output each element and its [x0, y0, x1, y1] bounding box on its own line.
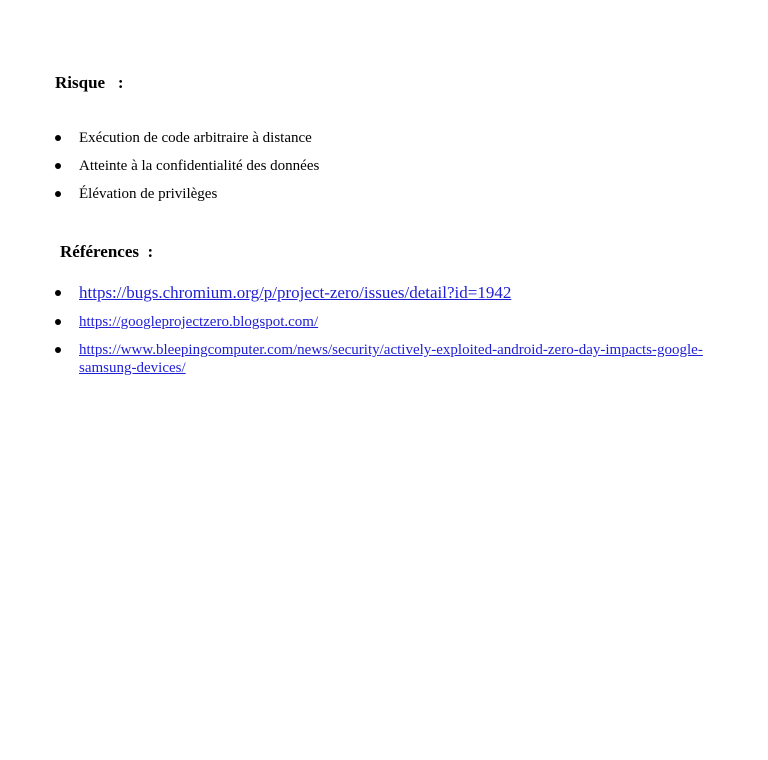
list-item — [0, 129, 319, 147]
references-list — [0, 283, 740, 377]
list-item — [0, 341, 719, 377]
bullet-icon — [55, 135, 61, 141]
risque-list — [0, 129, 319, 213]
list-item — [0, 313, 740, 331]
bullet-icon — [55, 347, 61, 353]
reference-link-bleepingcomputer[interactable]: https://www.bleepingcomputer.com/news/security/actively-exploited-android-zero-day-impacts-google-samsung-devices/ — [79, 342, 703, 376]
list-item — [0, 185, 319, 203]
references-heading: Références : — [60, 242, 154, 261]
risque-heading: Risque : — [55, 73, 124, 92]
risque-item-text: Élévation de privilèges — [79, 186, 218, 202]
list-item — [0, 283, 740, 303]
risque-item-text: Exécution de code arbitraire à distance — [79, 130, 312, 146]
bullet-icon — [55, 319, 61, 325]
reference-link-chromium[interactable]: https://bugs.chromium.org/p/project-zero/issues/detail?id=1942 — [79, 283, 512, 302]
risque-item-text: Atteinte à la confidentialité des données — [79, 158, 320, 174]
bullet-icon — [55, 191, 61, 197]
list-item — [0, 157, 319, 175]
bullet-icon — [55, 290, 61, 296]
bullet-icon — [55, 163, 61, 169]
reference-link-projectzero-blog[interactable]: https://googleprojectzero.blogspot.com/ — [79, 314, 319, 330]
